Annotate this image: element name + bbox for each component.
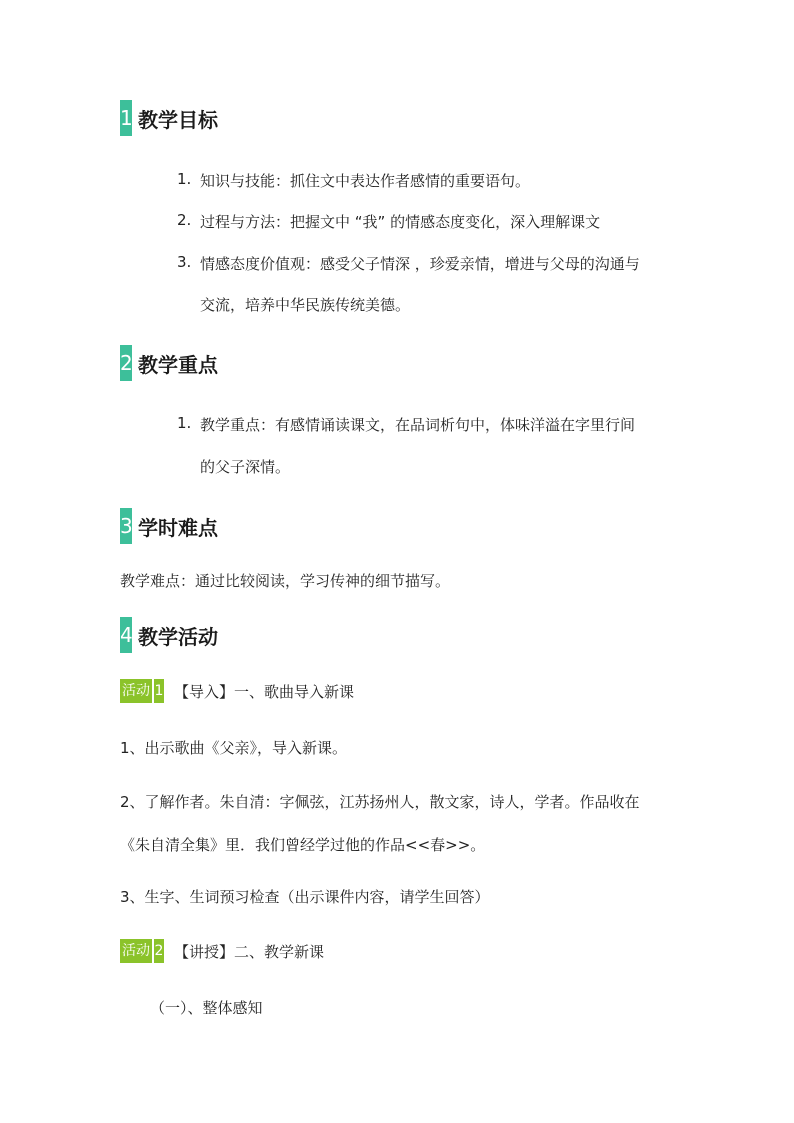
- paragraph: 3、生字、生词预习检查（出示课件内容，请学生回答）: [120, 888, 490, 906]
- section-heading-focus: [120, 345, 218, 381]
- activity-heading: [120, 939, 324, 963]
- section-heading-difficulty: [120, 508, 218, 544]
- list-number: 2.: [177, 211, 192, 229]
- activity-number: 2: [154, 939, 164, 963]
- section-title: 教学目标: [138, 107, 218, 132]
- activity-title: 【导入】一、歌曲导入新课: [174, 682, 355, 701]
- list-item: 情感态度价值观：感受父子情深 ，珍爱亲情，增进与父母的沟通与: [200, 255, 640, 273]
- activity-title: 【讲授】二、教学新课: [174, 942, 325, 961]
- activity-heading: [120, 679, 354, 703]
- activity-badge: 活动: [120, 939, 152, 963]
- list-number: 3.: [177, 253, 192, 271]
- list-item-continuation: 交流，培养中华民族传统美德。: [200, 296, 411, 314]
- section-title: 教学重点: [138, 352, 218, 377]
- section-heading-activities: [120, 617, 218, 653]
- section-heading-goals: [120, 100, 218, 136]
- section-number-badge: 3: [120, 508, 132, 544]
- paragraph: 1、出示歌曲《父亲》，导入新课。: [120, 739, 348, 757]
- activity-badge: 活动: [120, 679, 152, 703]
- activity-number: 1: [154, 679, 164, 703]
- paragraph: 2、了解作者。朱自清：字佩弦，江苏扬州人，散文家，诗人，学者。作品收在: [120, 793, 640, 811]
- paragraph-continuation: 《朱自清全集》里．我们曾经学过他的作品<<春>>。: [120, 836, 486, 854]
- section-number-badge: 4: [120, 617, 132, 653]
- list-item: 教学重点：有感情诵读课文，在品词析句中，体味洋溢在字里行间: [200, 416, 636, 434]
- list-number: 1.: [177, 170, 192, 188]
- list-item: 过程与方法：把握文中 “我” 的情感态度变化，深入理解课文: [200, 213, 601, 231]
- list-number: 1.: [177, 414, 192, 432]
- list-item-continuation: 的父子深情。: [200, 458, 291, 476]
- difficulty-text: 教学难点：通过比较阅读，学习传神的细节描写。: [120, 572, 451, 590]
- subheading: （一）、整体感知: [150, 999, 263, 1017]
- section-number-badge: 2: [120, 345, 132, 381]
- section-title: 学时难点: [138, 515, 218, 540]
- section-title: 教学活动: [138, 624, 218, 649]
- section-number-badge: 1: [120, 100, 132, 136]
- list-item: 知识与技能：抓住文中表达作者感情的重要语句。: [200, 172, 531, 190]
